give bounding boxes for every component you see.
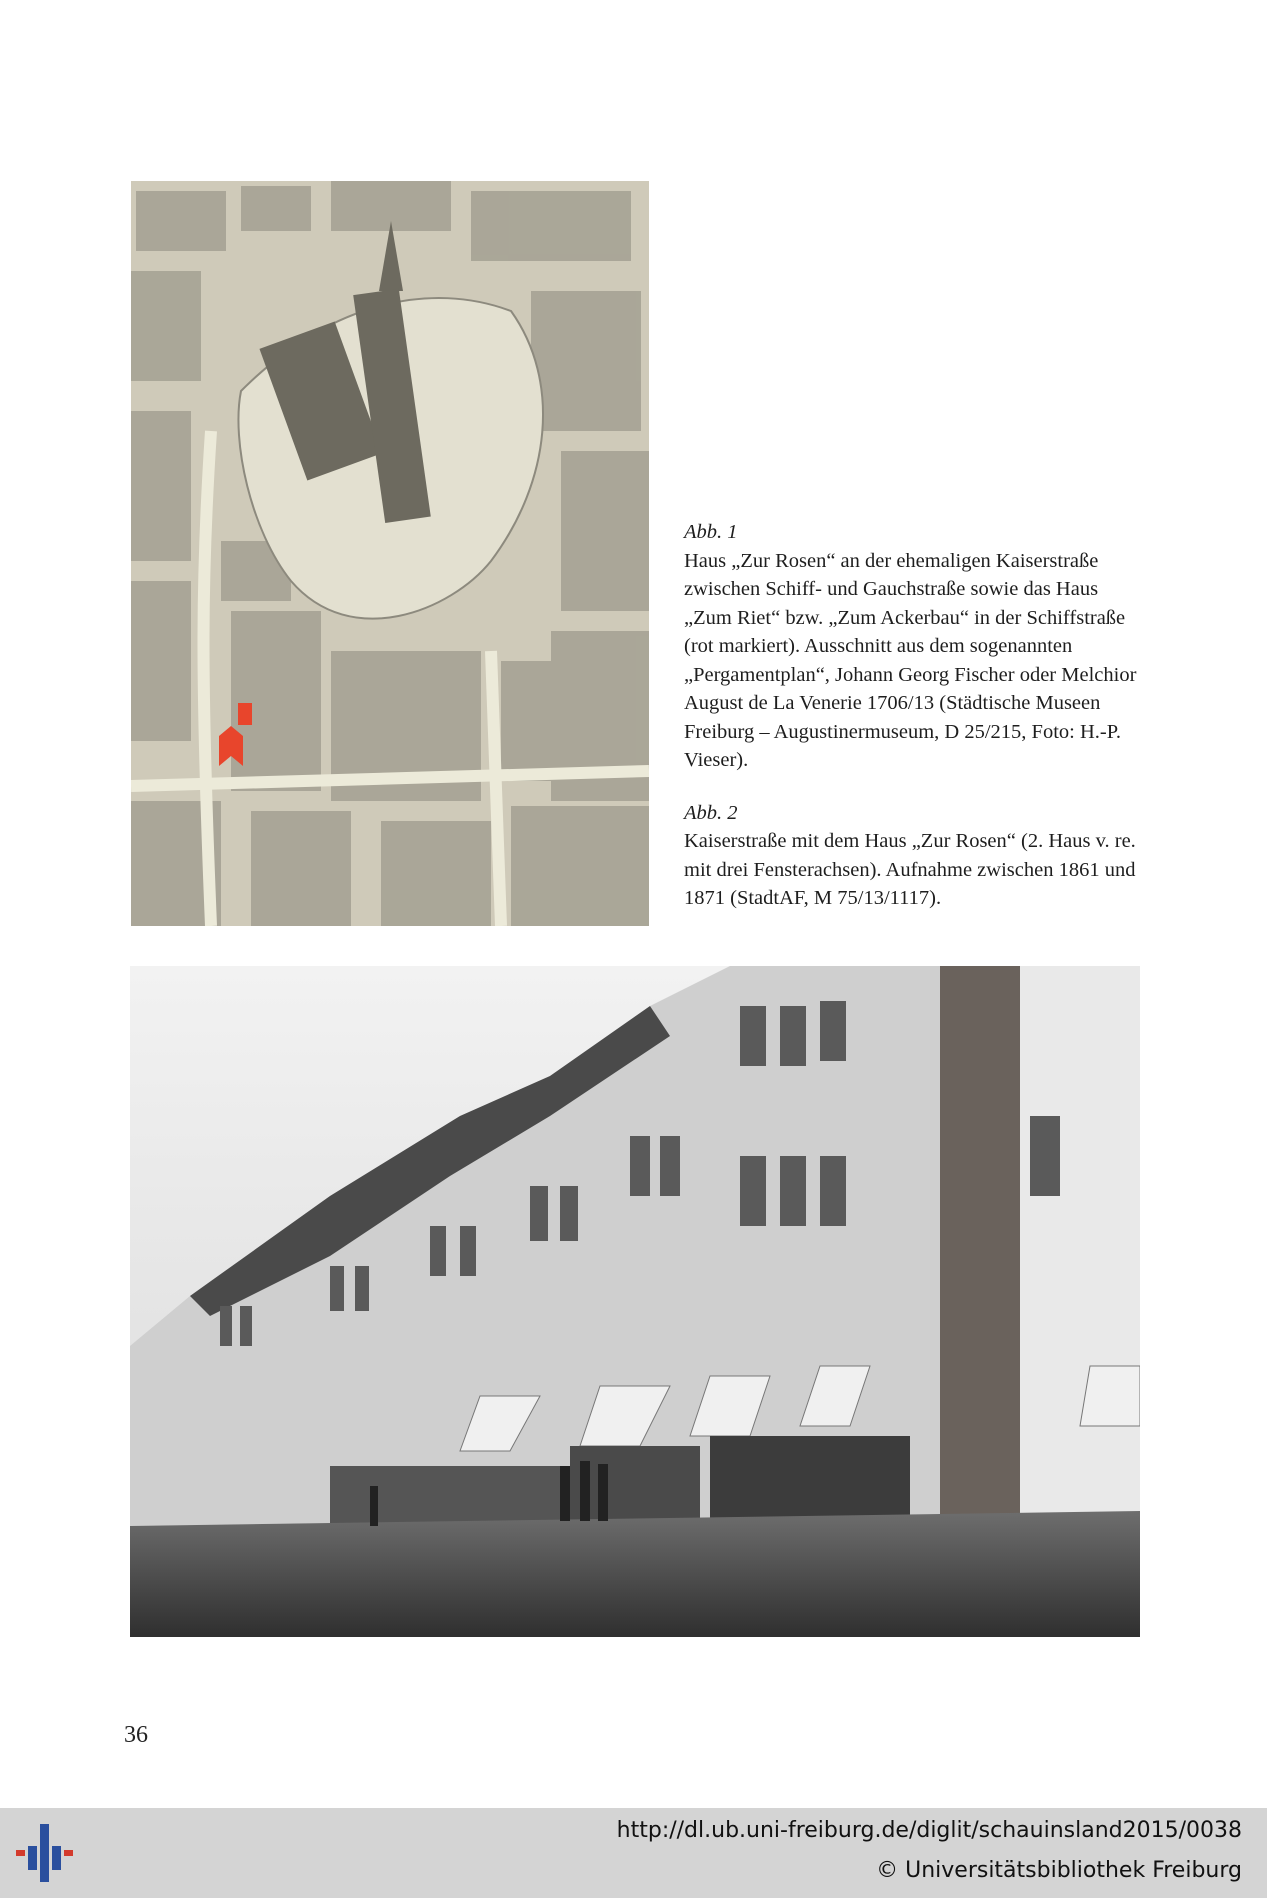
caption-1-title: Abb. 1 [684,521,738,543]
captions [684,518,1144,913]
ub-freiburg-logo-icon [14,1820,80,1886]
photo-drawing [130,966,1140,1637]
figure-1-map-image [131,181,649,926]
page-number: 36 [124,1722,148,1748]
footer-bar [0,1808,1267,1898]
caption-2-title: Abb. 2 [684,801,738,824]
figure-2-street-photo [130,966,1140,1637]
footer-copyright: © Universitätsbibliothek Freiburg [876,1858,1242,1883]
caption-2 [684,799,1144,913]
map-drawing [131,181,649,926]
footer-url-link[interactable]: http://dl.ub.uni-freiburg.de/diglit/schauinsland2015/0038 [616,1818,1242,1843]
caption-1 [684,518,1144,775]
caption-1-text: Haus „Zur Rosen“ an der ehemaligen Kaiserstraße zwischen Schiff- und Gauchstraße sowie das Haus „Zum Riet“ bzw. „Zum Ackerbau“ in der Schiffstraße (rot markiert). Ausschnitt aus dem sogenannten „Pergamentplan“, Johann Georg Fischer oder Melchior August de La Venerie 1706/13 (Städtische Museen Freiburg – Augustinermuseum, D 25/215, Foto: H.-P. Vieser). [684,549,1137,771]
caption-2-text: Kaiserstraße mit dem Haus „Zur Rosen“ (2. Haus v. re. mit drei Fensterachsen). Aufnahme zwischen 1861 und 1871 (StadtAF, M 75/13/1117). [684,830,1136,909]
